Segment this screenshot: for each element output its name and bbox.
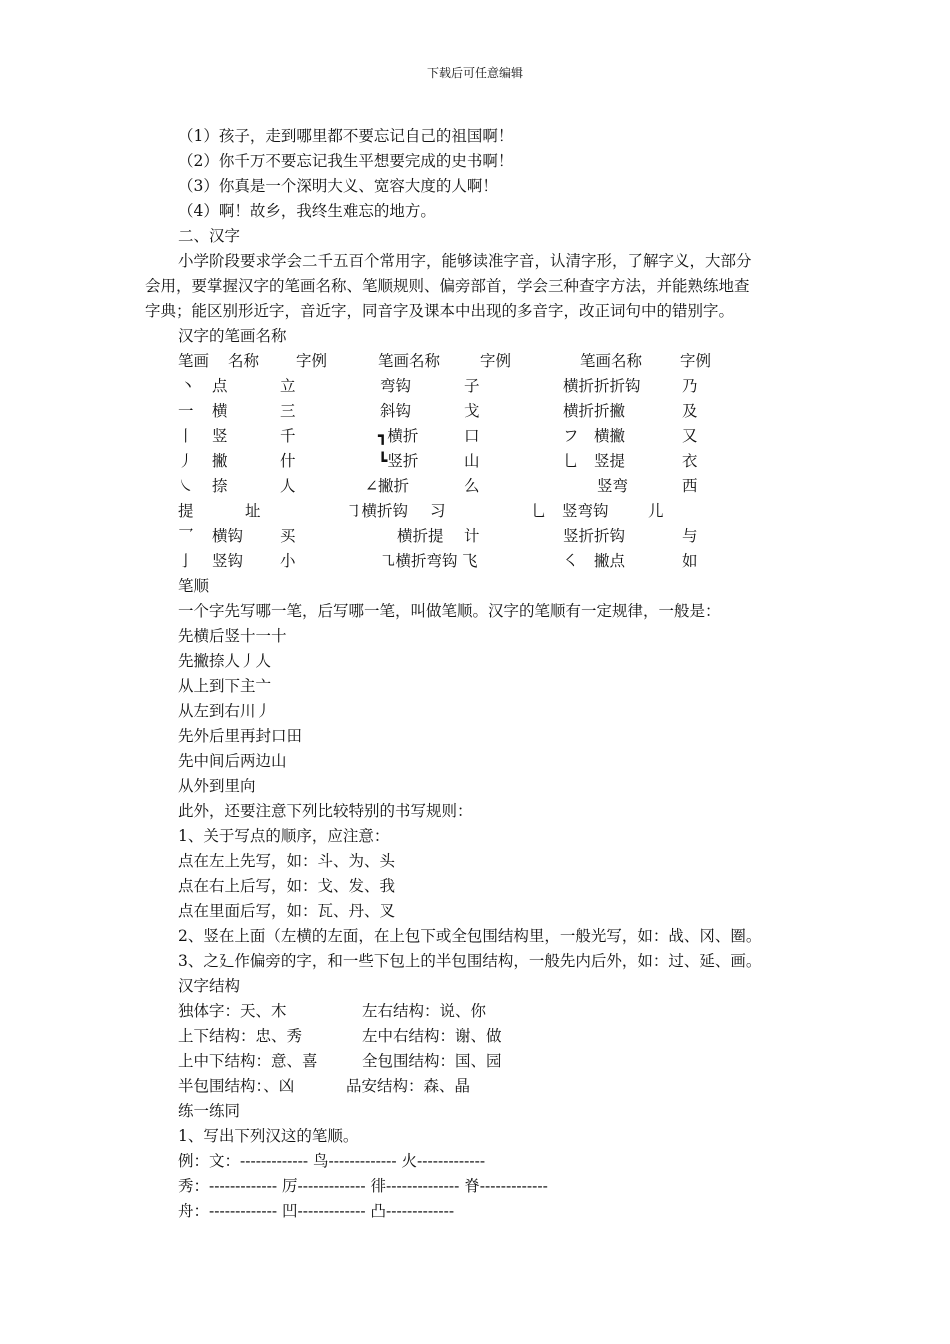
stroke-name: ㇛ 撇点 [563,552,626,570]
structure-item: 半包围结构：、凶 [178,1077,295,1095]
stroke-example: 山 [464,452,480,470]
intro-line-3: 字典；能区别形近字，音近字，同音字及课本中出现的多音字，改正词句中的错别字。 [145,302,735,320]
structure-item: 独体字：天、木 [178,1002,287,1020]
example-line-4: （4）啊！故乡，我终生难忘的地方。 [178,202,436,220]
stroke-name: 址 [245,502,261,520]
stroke-example: 飞 [462,552,478,570]
stroke-example: 戈 [464,402,480,420]
stroke-glyph: 丿 [178,452,194,470]
structure-item: 品安结构：森、晶 [346,1077,471,1095]
stroke-name-col-header: 笔画名称 [378,352,441,370]
example-col-header: 字例 [296,352,328,370]
order-line: 2、竖在上面（左横的左面，在上包下或全包围结构里，一般光写，如：战、冈、圈。 [178,927,762,945]
stroke-example: 计 [464,527,480,545]
example-line-2: （2）你千万不要忘记我生平想要完成的史书啊！ [178,152,514,170]
stroke-name: 点 [212,377,228,395]
order-line: 一个字先写哪一笔，后写哪一笔，叫做笔顺。汉字的笔顺有一定规律，一般是： [178,602,721,620]
page-header: 下载后可任意编辑 [426,66,523,80]
section-title: 二、汉字 [178,227,241,245]
structure-heading: 汉字结构 [178,977,241,995]
order-line: 从左到右川丿 [178,702,272,720]
stroke-glyph: 丨 [178,427,194,445]
stroke-example: 小 [280,552,296,570]
practice-row: 例：文：------------- 鸟------------- 火------------- [178,1152,486,1170]
example-line-3: （3）你真是一个深明大义、宽容大度的人啊！ [178,177,498,195]
order-line: 点在左上先写，如：斗、为、头 [178,852,396,870]
stroke-example: 子 [464,377,480,395]
order-line: 先撇捺人丿人 [178,652,272,670]
stroke-name: 竖折折钩 [563,527,626,545]
structure-item: 上中下结构：意、喜 [178,1052,318,1070]
stroke-glyph: 提 [178,502,194,520]
stroke-name: 捺 [212,477,228,495]
stroke-example: 什 [280,452,296,470]
stroke-example: 及 [682,402,698,420]
stroke-example: 买 [280,527,296,545]
stroke-name: ∠撇折 [365,477,409,495]
stroke-example: 么 [464,477,480,495]
order-line: 此外，还要注意下列比较特别的书写规则： [178,802,473,820]
stroke-glyph: 乛 [178,527,194,545]
stroke-name: ㇆横折钩 [346,502,409,520]
stroke-name: 竖 [212,427,228,445]
stroke-name: フ 横撇 [563,427,626,445]
order-line: 先中间后两边山 [178,752,287,770]
stroke-name: ┓横折 [378,427,419,445]
stroke-example: 西 [682,477,698,495]
stroke-name: ㇈横折弯钩 [380,552,458,570]
practice-title: 练一练同 [178,1102,241,1120]
stroke-example: 与 [682,527,698,545]
structure-item: 全包围结构：国、园 [362,1052,502,1070]
example-line-1: （1）孩子，走到哪里都不要忘记自己的祖国啊！ [178,127,514,145]
stroke-name: 横钩 [212,527,244,545]
order-line: 从外到里向 [178,777,256,795]
practice-row: 秀：------------- 厉------------- 徘-------------- 脊------------- [178,1177,548,1195]
stroke-example: 三 [280,402,296,420]
stroke-name-col-header: 笔画名称 [580,352,643,370]
stroke-glyph: 亅 [178,552,194,570]
stroke-name: 竖弯 [597,477,629,495]
stroke-example: 儿 [648,502,664,520]
intro-line-2: 会用，要掌握汉字的笔画名称、笔顺规则、偏旁部首，学会三种查字方法，并能熟练地查 [145,277,750,295]
order-line: 先横后竖十一十 [178,627,287,645]
stroke-example: 如 [682,552,698,570]
structure-item: 左中右结构：谢、做 [362,1027,502,1045]
order-line: 从上到下主亠 [178,677,272,695]
stroke-example: 习 [430,502,446,520]
name-col-header: 名称 [228,352,260,370]
order-line: 先外后里再封口田 [178,727,303,745]
stroke-name: 乚 竖提 [563,452,626,470]
practice-row: 舟：------------- 凹------------- 凸------------- [178,1202,455,1220]
order-line: 点在右上后写，如：戈、发、我 [178,877,396,895]
stroke-name: 横折折折钩 [563,377,641,395]
stroke-name: 横折折撇 [563,402,626,420]
stroke-name: 横折提 [397,527,444,545]
structure-item: 左右结构：说、你 [362,1002,487,1020]
stroke-glyph: 一 [178,402,194,420]
stroke-name: 斜钩 [380,402,412,420]
order-heading: 笔顺 [178,577,210,595]
stroke-example: 口 [464,427,480,445]
stroke-name: 弯钩 [380,377,412,395]
stroke-name: 乚 竖弯钩 [531,502,609,520]
stroke-example: 人 [280,477,296,495]
stroke-glyph: ㇏ [178,477,194,495]
stroke-heading: 汉字的笔画名称 [178,327,287,345]
order-line: 3、之廴作偏旁的字，和一些下包上的半包围结构，一般先内后外，如：过、延、画。 [178,952,762,970]
stroke-name: 横 [212,402,228,420]
practice-question: 1、写出下列汉这的笔顺。 [178,1127,359,1145]
intro-line-1: 小学阶段要求学会二千五百个常用字，能够读准字音，认清字形，了解字义，大部分 [178,252,752,270]
stroke-example: 立 [280,377,296,395]
stroke-name: ┗竖折 [378,452,419,470]
stroke-name: 撇 [212,452,228,470]
stroke-name: 竖钩 [212,552,244,570]
stroke-example: 乃 [682,377,698,395]
stroke-glyph: 丶 [180,377,196,395]
structure-item: 上下结构：忠、秀 [178,1027,303,1045]
stroke-col-header: 笔画 [178,352,210,370]
stroke-example: 千 [280,427,296,445]
stroke-example: 又 [682,427,698,445]
stroke-example: 衣 [682,452,698,470]
example-col-header: 字例 [480,352,512,370]
order-line: 1、关于写点的顺序，应注意： [178,827,390,845]
example-col-header: 字例 [680,352,712,370]
order-line: 点在里面后写，如：瓦、丹、叉 [178,902,396,920]
